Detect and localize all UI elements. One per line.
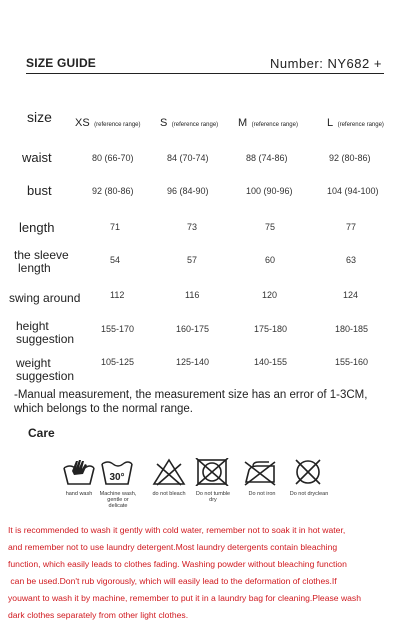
title-divider xyxy=(26,73,384,74)
column-ref: (reference range) xyxy=(337,122,384,128)
table-cell: 60 xyxy=(265,255,276,265)
table-cell: 155-170 xyxy=(101,324,135,334)
column-header-s xyxy=(160,113,218,131)
size-corner-label: size xyxy=(27,109,52,125)
row-label-length: length xyxy=(19,220,55,235)
table-cell: 75 xyxy=(265,222,276,232)
column-ref: (reference range) xyxy=(251,122,298,128)
column-ref: (reference range) xyxy=(94,122,141,128)
do-not-tumble-dry-icon xyxy=(195,458,229,486)
table-cell: 80 (66-70) xyxy=(92,153,134,163)
icon-label-do-not-tumble-dry: Do not tumble dry xyxy=(195,491,231,503)
page-title: SIZE GUIDE xyxy=(26,56,97,70)
row-label-weight-suggestion: weight suggestion xyxy=(16,356,75,383)
column-header-l xyxy=(327,113,384,131)
table-cell: 155-160 xyxy=(335,357,369,367)
care-title: Care xyxy=(28,426,55,440)
table-cell: 124 xyxy=(343,290,359,300)
do-not-dryclean-icon xyxy=(291,458,325,486)
row-label-bust: bust xyxy=(27,183,52,198)
icon-label-do-not-bleach: do not bleach xyxy=(152,491,186,497)
table-cell: 73 xyxy=(187,222,198,232)
care-line: dark clothes separately from other light clothes. xyxy=(8,610,189,620)
do-not-iron-icon xyxy=(243,458,277,486)
row-label-height-suggestion: height suggestion xyxy=(16,319,75,346)
hand-wash-icon xyxy=(62,458,96,486)
care-line: It is recommended to wash it gently with cold water, remember not to soak it in hot water, xyxy=(8,525,346,535)
care-line: function, which easily leads to clothes fading. Washing powder without bleaching function xyxy=(8,559,347,569)
table-cell: 92 (80-86) xyxy=(329,153,371,163)
column-ref: (reference range) xyxy=(171,122,219,128)
row-label-waist: waist xyxy=(22,150,52,165)
icon-label-hand-wash: hand wash xyxy=(65,491,93,497)
care-instructions xyxy=(8,522,400,624)
column-size: M xyxy=(238,117,248,129)
table-cell: 116 xyxy=(185,290,200,300)
row-label-swing-around: swing around xyxy=(9,291,81,305)
column-size: XS xyxy=(75,117,90,129)
table-cell: 105-125 xyxy=(101,357,135,367)
table-cell: 140-155 xyxy=(254,357,288,367)
table-cell: 54 xyxy=(110,255,121,265)
row-label-sleeve-length: the sleeve length xyxy=(14,248,69,275)
machine-wash-icon xyxy=(100,458,134,486)
table-cell: 88 (74-86) xyxy=(246,153,288,163)
table-cell: 63 xyxy=(346,255,357,265)
machine-wash-temp: 30° xyxy=(109,472,125,483)
table-cell: 160-175 xyxy=(176,324,210,334)
table-cell: 112 xyxy=(110,290,125,300)
table-cell: 120 xyxy=(262,290,278,300)
table-cell: 125-140 xyxy=(176,357,210,367)
column-size: L xyxy=(327,117,334,129)
column-header-xs xyxy=(75,113,141,131)
icon-label-do-not-dryclean: Do not dryclean xyxy=(289,491,329,497)
table-cell: 71 xyxy=(110,222,121,232)
do-not-bleach-icon xyxy=(152,458,186,486)
icon-label-do-not-iron: Do not iron xyxy=(248,491,276,497)
care-line: and remember not to use laundry detergent.Most laundry detergents contain bleaching xyxy=(8,542,338,552)
care-line: youwant to wash it by machine, remember to put it in a laundry bag for cleaning.Please wash xyxy=(8,593,362,603)
measurement-note: -Manual measurement, the measurement size has an error of 1-3CM, which belongs to the normal range. xyxy=(14,389,368,415)
column-size: S xyxy=(160,117,168,129)
table-cell: 96 (84-90) xyxy=(167,186,209,196)
icon-label-machine-wash: Machine wash, gentle or delicate xyxy=(99,491,137,509)
table-cell: 180-185 xyxy=(335,324,369,334)
product-number: Number: NY682 + xyxy=(270,56,382,71)
table-cell: 100 (90-96) xyxy=(246,186,293,196)
care-line: can be used.Don't rub vigorously, which will easily lead to the deformation of clothes.If xyxy=(8,576,337,586)
table-cell: 84 (70-74) xyxy=(167,153,209,163)
table-cell: 57 xyxy=(187,255,198,265)
column-header-m xyxy=(238,113,298,131)
table-cell: 77 xyxy=(346,222,357,232)
table-cell: 92 (80-86) xyxy=(92,186,134,196)
table-cell: 175-180 xyxy=(254,324,288,334)
table-cell: 104 (94-100) xyxy=(327,186,379,196)
